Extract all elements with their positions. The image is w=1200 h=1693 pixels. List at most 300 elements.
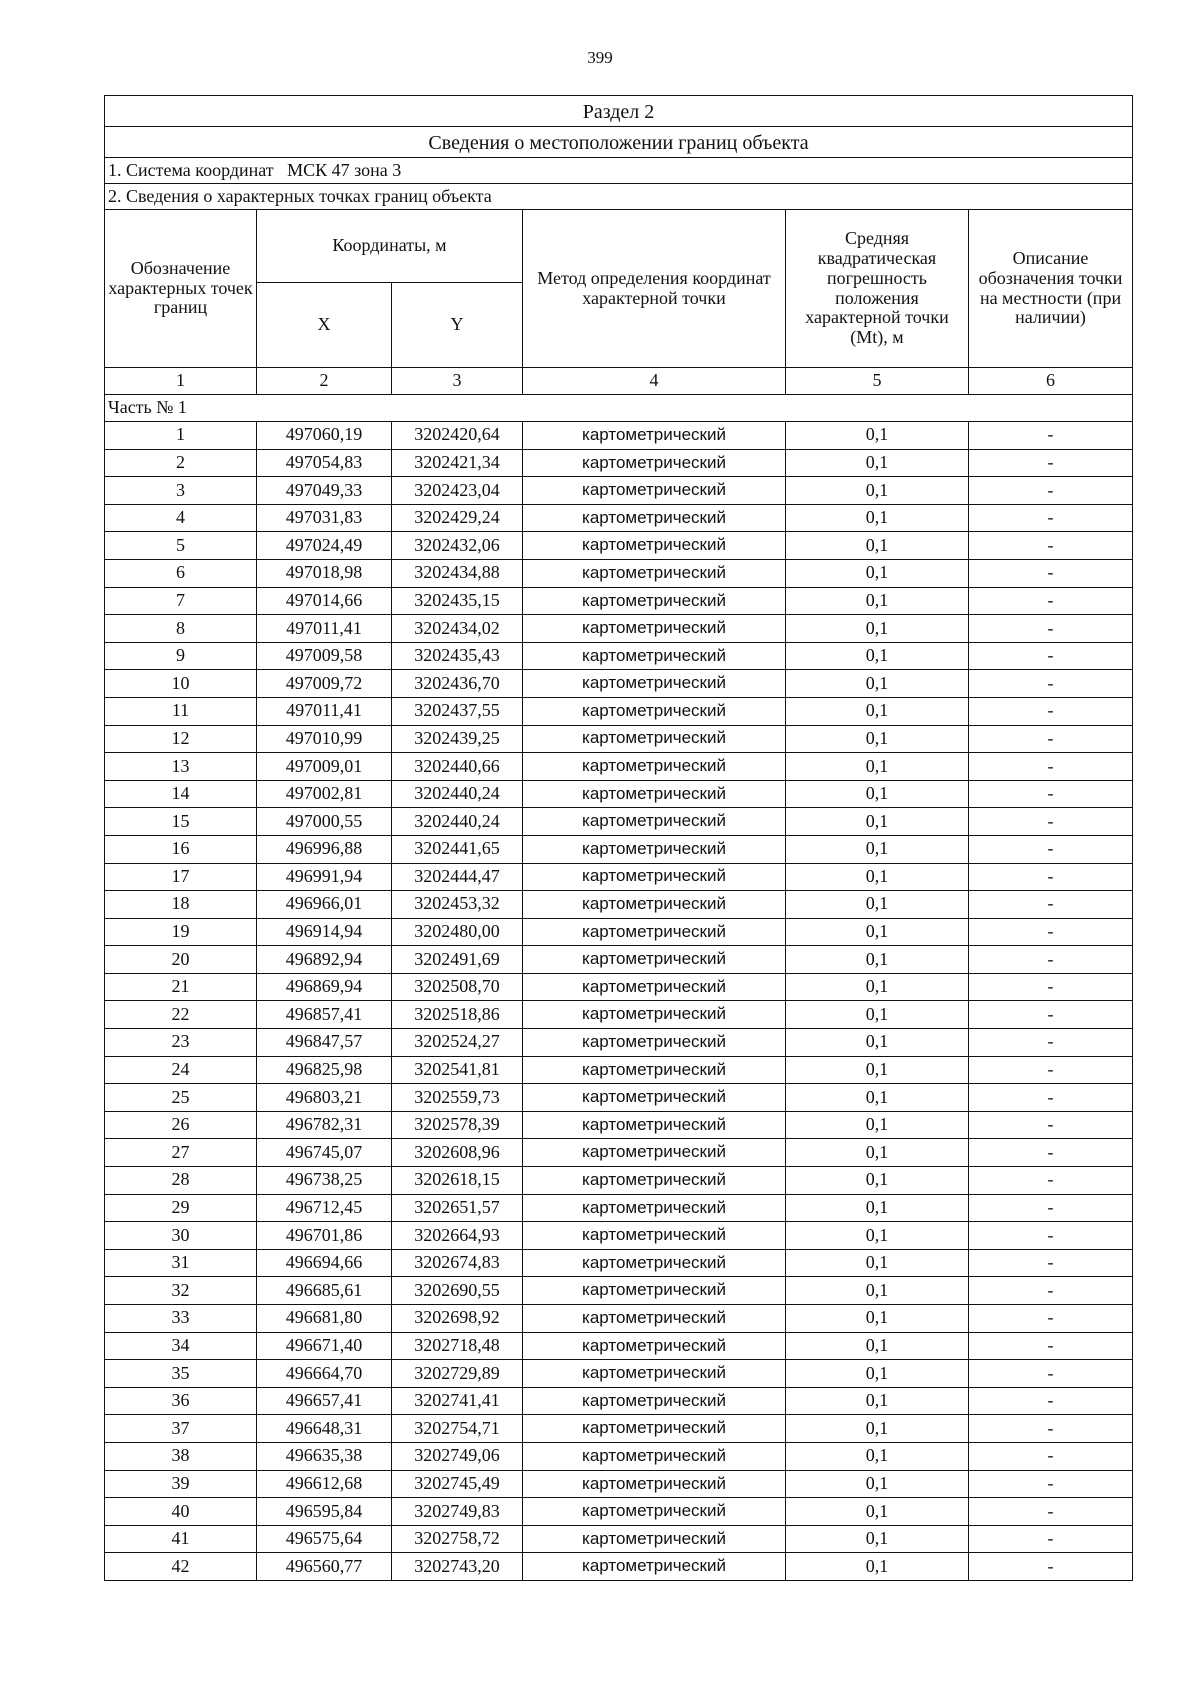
table-row	[105, 615, 1133, 643]
point-number-cell: 22	[105, 1001, 257, 1029]
table-row	[105, 1029, 1133, 1057]
y-coordinate-cell: 3202435,15	[392, 587, 523, 615]
point-number-cell: 6	[105, 559, 257, 587]
point-number-cell: 34	[105, 1332, 257, 1360]
x-coordinate-cell: 497011,41	[257, 697, 392, 725]
error-cell: 0,1	[786, 1498, 969, 1526]
point-number-cell: 35	[105, 1360, 257, 1388]
point-number-cell: 30	[105, 1222, 257, 1250]
header-coordinates: Координаты, м	[257, 210, 523, 283]
error-cell: 0,1	[786, 891, 969, 919]
part-label-row	[105, 395, 1133, 422]
point-number-cell: 42	[105, 1553, 257, 1581]
error-cell: 0,1	[786, 1084, 969, 1112]
x-coordinate-cell: 496966,01	[257, 891, 392, 919]
error-cell: 0,1	[786, 753, 969, 781]
error-cell: 0,1	[786, 835, 969, 863]
description-cell: -	[969, 1056, 1133, 1084]
error-cell: 0,1	[786, 1111, 969, 1139]
description-cell: -	[969, 504, 1133, 532]
method-cell: картометрический	[523, 891, 786, 919]
y-coordinate-cell: 3202518,86	[392, 1001, 523, 1029]
description-cell: -	[969, 1139, 1133, 1167]
error-cell: 0,1	[786, 1001, 969, 1029]
point-number-cell: 9	[105, 642, 257, 670]
x-coordinate-cell: 496782,31	[257, 1111, 392, 1139]
x-coordinate-cell: 497060,19	[257, 422, 392, 450]
error-cell: 0,1	[786, 725, 969, 753]
y-coordinate-cell: 3202437,55	[392, 697, 523, 725]
x-coordinate-cell: 496825,98	[257, 1056, 392, 1084]
error-cell: 0,1	[786, 1387, 969, 1415]
x-coordinate-cell: 496612,68	[257, 1470, 392, 1498]
point-number-cell: 28	[105, 1167, 257, 1195]
section-title: Раздел 2	[105, 96, 1133, 127]
description-cell: -	[969, 1167, 1133, 1195]
column-number: 1	[105, 368, 257, 395]
description-cell: -	[969, 1277, 1133, 1305]
x-coordinate-cell: 497011,41	[257, 615, 392, 643]
points-info-line: 2. Сведения о характерных точках границ объекта	[105, 184, 1133, 210]
table-row	[105, 808, 1133, 836]
method-cell: картометрический	[523, 1139, 786, 1167]
x-coordinate-cell: 496575,64	[257, 1525, 392, 1553]
page-number: 399	[587, 48, 613, 67]
error-cell: 0,1	[786, 1360, 969, 1388]
method-cell: картометрический	[523, 1470, 786, 1498]
method-cell: картометрический	[523, 1056, 786, 1084]
column-number: 5	[786, 368, 969, 395]
header-y: Y	[392, 283, 523, 368]
y-coordinate-cell: 3202423,04	[392, 477, 523, 505]
description-cell: -	[969, 753, 1133, 781]
table-row	[105, 863, 1133, 891]
x-coordinate-cell: 496869,94	[257, 973, 392, 1001]
method-cell: картометрический	[523, 835, 786, 863]
table-row	[105, 780, 1133, 808]
description-cell: -	[969, 642, 1133, 670]
error-cell: 0,1	[786, 504, 969, 532]
x-coordinate-cell: 497024,49	[257, 532, 392, 560]
point-number-cell: 27	[105, 1139, 257, 1167]
x-coordinate-cell: 497010,99	[257, 725, 392, 753]
description-cell: -	[969, 835, 1133, 863]
y-coordinate-cell: 3202508,70	[392, 973, 523, 1001]
x-coordinate-cell: 496892,94	[257, 946, 392, 974]
error-cell: 0,1	[786, 1056, 969, 1084]
error-cell: 0,1	[786, 559, 969, 587]
header-error: Средняя квадратическая погрешность положения характерной точки (Mt), м	[786, 210, 969, 368]
table-row	[105, 642, 1133, 670]
method-cell: картометрический	[523, 587, 786, 615]
point-number-cell: 33	[105, 1305, 257, 1333]
table-row	[105, 1415, 1133, 1443]
table-row	[105, 946, 1133, 974]
error-cell: 0,1	[786, 780, 969, 808]
error-cell: 0,1	[786, 1305, 969, 1333]
description-cell: -	[969, 808, 1133, 836]
header-row-top	[105, 210, 1133, 283]
x-coordinate-cell: 497054,83	[257, 449, 392, 477]
method-cell: картометрический	[523, 477, 786, 505]
point-number-cell: 41	[105, 1525, 257, 1553]
y-coordinate-cell: 3202421,34	[392, 449, 523, 477]
y-coordinate-cell: 3202559,73	[392, 1084, 523, 1112]
method-cell: картометрический	[523, 1277, 786, 1305]
part-label: Часть № 1	[105, 395, 1133, 422]
y-coordinate-cell: 3202718,48	[392, 1332, 523, 1360]
column-number: 2	[257, 368, 392, 395]
y-coordinate-cell: 3202541,81	[392, 1056, 523, 1084]
y-coordinate-cell: 3202749,83	[392, 1498, 523, 1526]
x-coordinate-cell: 496560,77	[257, 1553, 392, 1581]
table-row	[105, 422, 1133, 450]
table-body	[105, 96, 1133, 1581]
point-number-cell: 38	[105, 1442, 257, 1470]
description-cell: -	[969, 1360, 1133, 1388]
x-coordinate-cell: 497031,83	[257, 504, 392, 532]
method-cell: картометрический	[523, 1111, 786, 1139]
description-cell: -	[969, 1415, 1133, 1443]
x-coordinate-cell: 496648,31	[257, 1415, 392, 1443]
table-row	[105, 1277, 1133, 1305]
column-numbers-row	[105, 368, 1133, 395]
table-row	[105, 1167, 1133, 1195]
method-cell: картометрический	[523, 1553, 786, 1581]
table-row	[105, 449, 1133, 477]
point-number-cell: 21	[105, 973, 257, 1001]
x-coordinate-cell: 497009,58	[257, 642, 392, 670]
description-cell: -	[969, 477, 1133, 505]
x-coordinate-cell: 496685,61	[257, 1277, 392, 1305]
method-cell: картометрический	[523, 1222, 786, 1250]
method-cell: картометрический	[523, 1084, 786, 1112]
description-cell: -	[969, 697, 1133, 725]
error-cell: 0,1	[786, 946, 969, 974]
error-cell: 0,1	[786, 1167, 969, 1195]
x-coordinate-cell: 496745,07	[257, 1139, 392, 1167]
table-row	[105, 1111, 1133, 1139]
description-cell: -	[969, 918, 1133, 946]
error-cell: 0,1	[786, 1553, 969, 1581]
y-coordinate-cell: 3202674,83	[392, 1249, 523, 1277]
error-cell: 0,1	[786, 863, 969, 891]
table-row	[105, 477, 1133, 505]
method-cell: картометрический	[523, 1305, 786, 1333]
method-cell: картометрический	[523, 863, 786, 891]
table-row	[105, 835, 1133, 863]
method-cell: картометрический	[523, 973, 786, 1001]
point-number-cell: 4	[105, 504, 257, 532]
point-number-cell: 37	[105, 1415, 257, 1443]
error-cell: 0,1	[786, 918, 969, 946]
x-coordinate-cell: 496914,94	[257, 918, 392, 946]
table-row	[105, 1001, 1133, 1029]
point-number-cell: 16	[105, 835, 257, 863]
point-number-cell: 2	[105, 449, 257, 477]
error-cell: 0,1	[786, 697, 969, 725]
table-row	[105, 1525, 1133, 1553]
error-cell: 0,1	[786, 1029, 969, 1057]
x-coordinate-cell: 497002,81	[257, 780, 392, 808]
description-cell: -	[969, 1525, 1133, 1553]
x-coordinate-cell: 496991,94	[257, 863, 392, 891]
x-coordinate-cell: 496595,84	[257, 1498, 392, 1526]
method-cell: картометрический	[523, 532, 786, 560]
method-cell: картометрический	[523, 1442, 786, 1470]
x-coordinate-cell: 496694,66	[257, 1249, 392, 1277]
x-coordinate-cell: 497000,55	[257, 808, 392, 836]
point-number-cell: 5	[105, 532, 257, 560]
error-cell: 0,1	[786, 1470, 969, 1498]
x-coordinate-cell: 496701,86	[257, 1222, 392, 1250]
point-number-cell: 7	[105, 587, 257, 615]
x-coordinate-cell: 497049,33	[257, 477, 392, 505]
table-row	[105, 559, 1133, 587]
description-cell: -	[969, 1222, 1133, 1250]
description-cell: -	[969, 973, 1133, 1001]
table-row	[105, 725, 1133, 753]
point-number-cell: 1	[105, 422, 257, 450]
error-cell: 0,1	[786, 1332, 969, 1360]
method-cell: картометрический	[523, 697, 786, 725]
method-cell: картометрический	[523, 1001, 786, 1029]
coord-system-row	[105, 158, 1133, 184]
method-cell: картометрический	[523, 1029, 786, 1057]
error-cell: 0,1	[786, 1249, 969, 1277]
description-cell: -	[969, 1001, 1133, 1029]
error-cell: 0,1	[786, 808, 969, 836]
point-number-cell: 20	[105, 946, 257, 974]
point-number-cell: 29	[105, 1194, 257, 1222]
y-coordinate-cell: 3202608,96	[392, 1139, 523, 1167]
point-number-cell: 8	[105, 615, 257, 643]
description-cell: -	[969, 1111, 1133, 1139]
table-row	[105, 697, 1133, 725]
y-coordinate-cell: 3202664,93	[392, 1222, 523, 1250]
y-coordinate-cell: 3202434,02	[392, 615, 523, 643]
x-coordinate-cell: 497014,66	[257, 587, 392, 615]
description-cell: -	[969, 863, 1133, 891]
description-cell: -	[969, 1498, 1133, 1526]
description-cell: -	[969, 1470, 1133, 1498]
description-cell: -	[969, 1305, 1133, 1333]
table-row	[105, 1139, 1133, 1167]
description-cell: -	[969, 725, 1133, 753]
header-point-designation: Обозначение характерных точек границ	[105, 210, 257, 368]
table-row	[105, 1498, 1133, 1526]
error-cell: 0,1	[786, 587, 969, 615]
column-number: 6	[969, 368, 1133, 395]
y-coordinate-cell: 3202420,64	[392, 422, 523, 450]
boundary-points-table	[104, 95, 1133, 1581]
description-cell: -	[969, 559, 1133, 587]
error-cell: 0,1	[786, 1222, 969, 1250]
description-cell: -	[969, 1029, 1133, 1057]
method-cell: картометрический	[523, 1167, 786, 1195]
x-coordinate-cell: 497018,98	[257, 559, 392, 587]
y-coordinate-cell: 3202453,32	[392, 891, 523, 919]
method-cell: картометрический	[523, 615, 786, 643]
y-coordinate-cell: 3202440,66	[392, 753, 523, 781]
header-x: X	[257, 283, 392, 368]
x-coordinate-cell: 497009,72	[257, 670, 392, 698]
y-coordinate-cell: 3202491,69	[392, 946, 523, 974]
table-row	[105, 1360, 1133, 1388]
table-row	[105, 1470, 1133, 1498]
description-cell: -	[969, 1249, 1133, 1277]
point-number-cell: 26	[105, 1111, 257, 1139]
error-cell: 0,1	[786, 1277, 969, 1305]
y-coordinate-cell: 3202439,25	[392, 725, 523, 753]
y-coordinate-cell: 3202749,06	[392, 1442, 523, 1470]
x-coordinate-cell: 496635,38	[257, 1442, 392, 1470]
error-cell: 0,1	[786, 1139, 969, 1167]
y-coordinate-cell: 3202690,55	[392, 1277, 523, 1305]
header-method: Метод определения координат характерной точки	[523, 210, 786, 368]
point-number-cell: 15	[105, 808, 257, 836]
description-cell: -	[969, 615, 1133, 643]
y-coordinate-cell: 3202441,65	[392, 835, 523, 863]
table-row	[105, 532, 1133, 560]
x-coordinate-cell: 496671,40	[257, 1332, 392, 1360]
method-cell: картометрический	[523, 780, 786, 808]
table-row	[105, 504, 1133, 532]
x-coordinate-cell: 496996,88	[257, 835, 392, 863]
y-coordinate-cell: 3202480,00	[392, 918, 523, 946]
error-cell: 0,1	[786, 615, 969, 643]
error-cell: 0,1	[786, 670, 969, 698]
y-coordinate-cell: 3202698,92	[392, 1305, 523, 1333]
table-row	[105, 753, 1133, 781]
table-row	[105, 918, 1133, 946]
table-row	[105, 587, 1133, 615]
y-coordinate-cell: 3202729,89	[392, 1360, 523, 1388]
point-number-cell: 24	[105, 1056, 257, 1084]
method-cell: картометрический	[523, 1525, 786, 1553]
error-cell: 0,1	[786, 422, 969, 450]
table-row	[105, 1553, 1133, 1581]
method-cell: картометрический	[523, 1498, 786, 1526]
description-cell: -	[969, 1194, 1133, 1222]
y-coordinate-cell: 3202436,70	[392, 670, 523, 698]
description-cell: -	[969, 670, 1133, 698]
table-row	[105, 1222, 1133, 1250]
section-title-row	[105, 96, 1133, 127]
description-cell: -	[969, 1442, 1133, 1470]
method-cell: картометрический	[523, 1415, 786, 1443]
method-cell: картометрический	[523, 1332, 786, 1360]
table-row	[105, 1332, 1133, 1360]
method-cell: картометрический	[523, 1360, 786, 1388]
table-row	[105, 1056, 1133, 1084]
y-coordinate-cell: 3202741,41	[392, 1387, 523, 1415]
table-row	[105, 670, 1133, 698]
error-cell: 0,1	[786, 532, 969, 560]
x-coordinate-cell: 496857,41	[257, 1001, 392, 1029]
y-coordinate-cell: 3202618,15	[392, 1167, 523, 1195]
y-coordinate-cell: 3202651,57	[392, 1194, 523, 1222]
header-description: Описание обозначения точки на местности (при наличии)	[969, 210, 1133, 368]
point-number-cell: 13	[105, 753, 257, 781]
table-row	[105, 1249, 1133, 1277]
point-number-cell: 18	[105, 891, 257, 919]
column-number: 3	[392, 368, 523, 395]
section-subtitle: Сведения о местоположении границ объекта	[105, 127, 1133, 158]
y-coordinate-cell: 3202524,27	[392, 1029, 523, 1057]
point-number-cell: 14	[105, 780, 257, 808]
table-row	[105, 1387, 1133, 1415]
point-number-cell: 23	[105, 1029, 257, 1057]
table-row	[105, 1084, 1133, 1112]
y-coordinate-cell: 3202440,24	[392, 808, 523, 836]
x-coordinate-cell: 496681,80	[257, 1305, 392, 1333]
description-cell: -	[969, 532, 1133, 560]
description-cell: -	[969, 891, 1133, 919]
method-cell: картометрический	[523, 1249, 786, 1277]
y-coordinate-cell: 3202444,47	[392, 863, 523, 891]
point-number-cell: 39	[105, 1470, 257, 1498]
error-cell: 0,1	[786, 1442, 969, 1470]
y-coordinate-cell: 3202440,24	[392, 780, 523, 808]
method-cell: картометрический	[523, 1194, 786, 1222]
point-number-cell: 3	[105, 477, 257, 505]
y-coordinate-cell: 3202432,06	[392, 532, 523, 560]
description-cell: -	[969, 1387, 1133, 1415]
error-cell: 0,1	[786, 1415, 969, 1443]
x-coordinate-cell: 496847,57	[257, 1029, 392, 1057]
error-cell: 0,1	[786, 973, 969, 1001]
coord-system-line: 1. Система координат МСК 47 зона 3	[105, 158, 1133, 184]
x-coordinate-cell: 496657,41	[257, 1387, 392, 1415]
method-cell: картометрический	[523, 1387, 786, 1415]
point-number-cell: 25	[105, 1084, 257, 1112]
error-cell: 0,1	[786, 477, 969, 505]
point-number-cell: 40	[105, 1498, 257, 1526]
method-cell: картометрический	[523, 946, 786, 974]
table-row	[105, 973, 1133, 1001]
error-cell: 0,1	[786, 1525, 969, 1553]
point-number-cell: 12	[105, 725, 257, 753]
method-cell: картометрический	[523, 670, 786, 698]
x-coordinate-cell: 496664,70	[257, 1360, 392, 1388]
error-cell: 0,1	[786, 1194, 969, 1222]
column-number: 4	[523, 368, 786, 395]
point-number-cell: 11	[105, 697, 257, 725]
x-coordinate-cell: 496712,45	[257, 1194, 392, 1222]
x-coordinate-cell: 497009,01	[257, 753, 392, 781]
point-number-cell: 17	[105, 863, 257, 891]
description-cell: -	[969, 946, 1133, 974]
point-number-cell: 32	[105, 1277, 257, 1305]
description-cell: -	[969, 587, 1133, 615]
error-cell: 0,1	[786, 449, 969, 477]
table-row	[105, 1305, 1133, 1333]
points-info-row	[105, 184, 1133, 210]
method-cell: картометрический	[523, 449, 786, 477]
x-coordinate-cell: 496803,21	[257, 1084, 392, 1112]
method-cell: картометрический	[523, 725, 786, 753]
y-coordinate-cell: 3202758,72	[392, 1525, 523, 1553]
point-number-cell: 10	[105, 670, 257, 698]
y-coordinate-cell: 3202754,71	[392, 1415, 523, 1443]
method-cell: картометрический	[523, 808, 786, 836]
table-row	[105, 891, 1133, 919]
table-row	[105, 1442, 1133, 1470]
y-coordinate-cell: 3202434,88	[392, 559, 523, 587]
description-cell: -	[969, 780, 1133, 808]
description-cell: -	[969, 449, 1133, 477]
